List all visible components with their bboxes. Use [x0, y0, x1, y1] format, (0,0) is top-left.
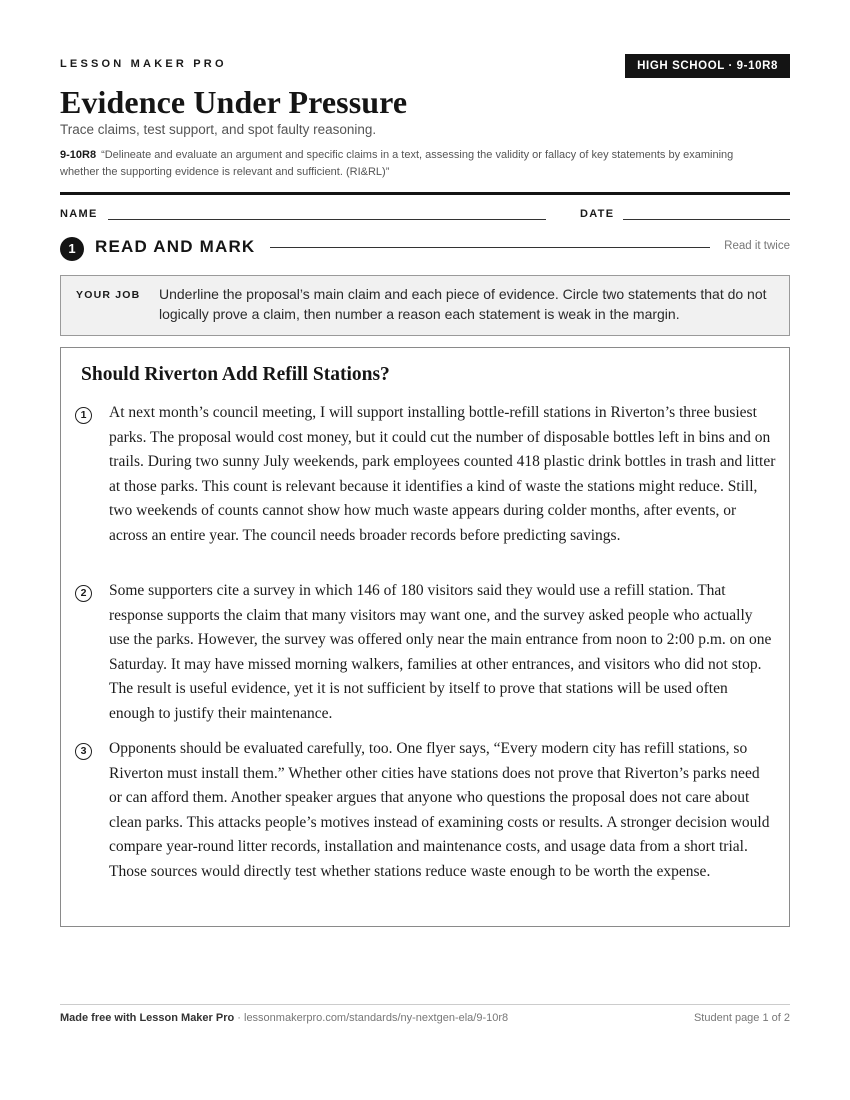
instructions-box — [60, 275, 790, 336]
name-label: NAME — [60, 208, 98, 220]
level-badge: HIGH SCHOOL · 9-10R8 — [625, 54, 790, 78]
paragraph-number: 2 — [75, 585, 92, 602]
reading-passage — [60, 347, 790, 927]
date-field[interactable] — [623, 219, 790, 220]
standard-text: “Delineate and evaluate an argument and specific claims in a text, assessing the validity or fallacy of key statements by examining whether the supporting evidence is relevant and sufficient. (RI&RL)” — [60, 149, 734, 178]
paragraph-text: At next month’s council meeting, I will support installing bottle-refill stations in Riverton’s three busiest parks. The proposal would cost money, but it could cut the number of disposable bottles left in bins and on trails. During two sunny July weekends, park employees counted 418 plastic drink bottles in trash and litter at those parks. This count is relevant because it identifies a kind of waste the stations might reduce. Still, two weekends of counts cannot show how much waste appears during colder months, after events, or across an entire year. The council needs broader records before predicting savings. — [109, 404, 776, 544]
header-divider — [60, 192, 790, 195]
instructions-label: YOUR JOB — [76, 289, 141, 301]
footer-maker: Made free with Lesson Maker Pro — [60, 1012, 235, 1024]
footer-credit — [60, 1012, 508, 1024]
footer-separator: · — [234, 1012, 244, 1024]
footer-url[interactable]: lessonmakerpro.com/standards/ny-nextgen-ela/9-10r8 — [244, 1012, 509, 1024]
paragraph-text: Opponents should be evaluated carefully, too. One flyer says, “Every modern city has refill stations, so Riverton must install them.” Whether other cities have stations does not prove that Riverton’s parks need or can afford them. Another speaker argues that anyone who questions the proposal does not care about clean parks. This attacks people’s motives instead of examining costs or results. A stronger decision would compare year-round litter records, installation and maintenance costs, and usage data from a short trial. Those sources would directly test whether stations reduce waste enough to be worth the expense. — [109, 740, 770, 880]
footer-page-number: Student page 1 of 2 — [693, 1012, 790, 1024]
paragraph-number: 3 — [75, 743, 92, 760]
section-note: Read it twice — [724, 240, 790, 252]
section-title: READ AND MARK — [95, 237, 256, 256]
worksheet-page — [60, 0, 790, 1100]
section-number-badge: 1 — [60, 237, 84, 261]
standard-description — [60, 147, 760, 181]
passage-title: Should Riverton Add Refill Stations? — [81, 364, 390, 385]
brand-name: LESSON MAKER PRO — [60, 58, 227, 70]
section-divider — [270, 247, 710, 248]
name-field[interactable] — [108, 219, 546, 220]
standard-code: 9-10R8 — [60, 149, 97, 161]
paragraph-number: 1 — [75, 407, 92, 424]
paragraph-text: Some supporters cite a survey in which 146 of 180 visitors said they would use a refill station. That response supports the claim that many visitors may want one, and the survey asked people who actually use the parks. However, the survey was offered only near the main entrance from noon to 2:00 p.m. on one Saturday. It may have missed morning walkers, families at other entrances, and visitors who did not stop. The result is useful evidence, yet it is not sufficient by itself to prove that stations will be used often enough to justify their maintenance. — [109, 582, 772, 722]
worksheet-subtitle: Trace claims, test support, and spot faulty reasoning. — [60, 122, 377, 137]
footer-divider — [60, 1004, 790, 1005]
instructions-text: Underline the proposal’s main claim and each piece of evidence. Circle two statements that do not logically prove a claim, then number a reason each statement is weak in the margin. — [159, 286, 767, 322]
date-label: DATE — [580, 208, 615, 220]
worksheet-title: Evidence Under Pressure — [60, 84, 408, 120]
